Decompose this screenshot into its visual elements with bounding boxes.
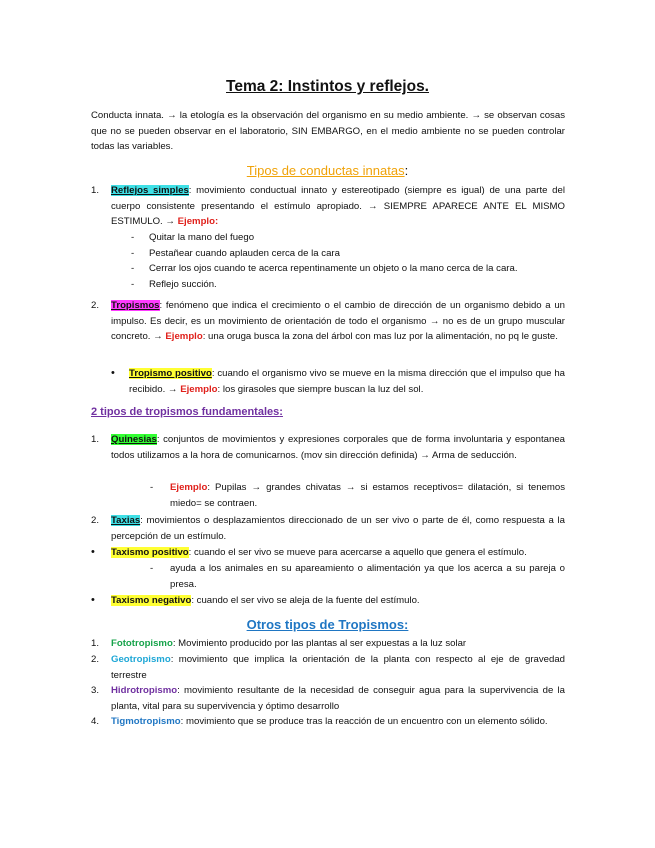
dash-marker: - bbox=[150, 482, 154, 493]
bullet-tropismo-positivo bbox=[111, 366, 565, 397]
bullet-body bbox=[91, 593, 565, 609]
item-number: 1. bbox=[91, 185, 100, 196]
example-text: : los girasoles que siempre buscan la luz del sol. bbox=[217, 383, 424, 395]
dash-quinesias-ejemplo bbox=[150, 480, 565, 511]
bullet-icon: • bbox=[91, 546, 95, 558]
bullet-text: : cuando el ser vivo se mueve para acercarse a aquello que genera el estímulo. bbox=[188, 547, 527, 558]
dash-marker: - bbox=[150, 563, 154, 574]
dash-taxismo-sub bbox=[150, 561, 565, 592]
example-label: Ejemplo bbox=[165, 331, 203, 343]
example-text: : Pupilas → grandes chivatas → si estamos receptivos= dilatación, si tenemos miedo= se contraen. bbox=[170, 482, 565, 509]
item-number: 2. bbox=[91, 515, 100, 526]
bullet-icon: • bbox=[91, 594, 95, 606]
list-item-tigmotropismo bbox=[91, 714, 565, 730]
section-title-text: 2 tipos de tropismos fundamentales bbox=[91, 406, 280, 418]
section-title-colon: : bbox=[279, 406, 283, 418]
term-tropismo-positivo: Tropismo positivo bbox=[129, 368, 212, 379]
term-hidrotropismo: Hidrotropismo bbox=[111, 685, 178, 696]
list-item: - Reflejo succión. bbox=[131, 277, 565, 293]
example-text: : una oruga busca la zona del árbol con mas luz por la alimentación, no pq le guste. bbox=[202, 331, 558, 343]
section-title-colon: : bbox=[404, 163, 409, 178]
bullet-text: : cuando el organismo vivo se mueve en la misma dirección que el impulso que ha recibido. → bbox=[129, 368, 565, 395]
section-title-otros bbox=[0, 617, 655, 632]
section-title-conductas bbox=[0, 163, 655, 178]
intro-paragraph: Conducta innata. → la etología es la observación del organismo en su medio ambiente. → se observan cosas que no se pueden observar en el laboratorio, SIN EMBARGO, en el medio ambiente no se pueden controlar todas las variables. bbox=[91, 110, 565, 153]
bullet-body bbox=[111, 366, 565, 397]
item-body bbox=[91, 636, 565, 652]
item-number: 1. bbox=[91, 434, 100, 445]
term-taxismo-negativo: Taxismo negativo bbox=[111, 595, 192, 606]
list-item: - Quitar la mano del fuego bbox=[131, 230, 565, 246]
example-label: Ejemplo bbox=[170, 482, 208, 493]
item-number: 1. bbox=[91, 638, 100, 649]
list-item: - Cerrar los ojos cuando te acerca repentinamente un objeto o la mano cerca de la cara. bbox=[131, 261, 565, 277]
list-item-geotropismo bbox=[91, 652, 565, 683]
list-item-reflejos bbox=[91, 183, 565, 230]
item-number: 2. bbox=[91, 654, 100, 665]
section-title-tropismos bbox=[91, 406, 283, 418]
bullet-taxismo-negativo bbox=[91, 593, 565, 609]
examples-list bbox=[131, 230, 565, 292]
term-tropismos: Tropismos bbox=[111, 300, 160, 311]
page-title: Tema 2: Instintos y reflejos. bbox=[226, 78, 429, 95]
item-text: : fenómeno que indica el crecimiento o el cambio de dirección de un organismo debido a un impulso. Es decir, es un movimiento de orientación de todo el organismo → no es de un grupo muscular concreto. → bbox=[111, 300, 565, 343]
item-text: : conjuntos de movimientos y expresiones corporales que de forma involuntaria y espontanea todos utilizamos a la hora de comunicarnos. (mov sin dirección definida) → Arma de seducción. bbox=[111, 434, 565, 461]
list-item: - Pestañear cuando aplauden cerca de la cara bbox=[131, 246, 565, 262]
item-text: : movimiento conductual innato y estereotipado (siempre es igual) de una parte del cuerpo consistente presentando el estímulo apropiado. → SIEMPRE APARECE ANTE EL MISMO ESTIMULO. → bbox=[111, 185, 565, 228]
term-quinesias: Quinesias bbox=[111, 434, 157, 445]
section-title-text: Otros tipos de Tropismos: bbox=[246, 617, 409, 632]
list-item-quinesias bbox=[91, 432, 565, 463]
term-geotropismo: Geotropismo bbox=[111, 654, 171, 665]
item-text: : movimiento que implica la orientación de la planta con respecto al eje de gravedad terrestre bbox=[111, 654, 565, 681]
item-body bbox=[91, 183, 565, 230]
term-tigmotropismo: Tigmotropismo bbox=[111, 716, 181, 727]
item-text: : movimiento que se produce tras la reacción de un encuentro con un elemento sólido. bbox=[180, 716, 548, 727]
item-number: 2. bbox=[91, 300, 100, 311]
section-title-text: Tipos de conductas innatas bbox=[246, 163, 405, 178]
item-body bbox=[91, 714, 565, 730]
list-item-hidrotropismo bbox=[91, 683, 565, 714]
item-number: 3. bbox=[91, 685, 100, 696]
bullet-body bbox=[91, 545, 565, 561]
item-number: 4. bbox=[91, 716, 100, 727]
bullet-icon: • bbox=[111, 367, 115, 379]
item-text: : movimiento resultante de la necesidad de conseguir agua para la supervivencia de la planta, vital para su supervivencia y óptimo desarrollo bbox=[111, 685, 565, 712]
item-text: : movimientos o desplazamientos direccionado de un ser vivo o parte de él, como respuesta a la percepción de un estímulo. bbox=[111, 515, 565, 542]
dash-body bbox=[150, 480, 565, 511]
example-label: Ejemplo: bbox=[177, 216, 219, 228]
dash-text: ayuda a los animales en su apareamiento o alimentación ya que los acerca a su pareja o presa. bbox=[170, 563, 565, 590]
item-body bbox=[91, 683, 565, 714]
item-body bbox=[91, 513, 565, 544]
list-item-tropismos bbox=[91, 298, 565, 345]
item-text: : Movimiento producido por las plantas al ser expuestas a la luz solar bbox=[172, 638, 467, 649]
term-taxismo-positivo: Taxismo positivo bbox=[111, 547, 189, 558]
item-body bbox=[91, 298, 565, 345]
list-item-taxias bbox=[91, 513, 565, 544]
list-item-fototropismo bbox=[91, 636, 565, 652]
bullet-taxismo-positivo bbox=[91, 545, 565, 561]
item-body bbox=[91, 432, 565, 463]
term-reflejos-simples: Reflejos simples bbox=[111, 185, 189, 196]
bullet-text: : cuando el ser vivo se aleja de la fuente del estímulo. bbox=[191, 595, 420, 606]
term-fototropismo: Fototropismo bbox=[111, 638, 173, 649]
term-taxias: Taxias bbox=[111, 515, 141, 526]
example-label: Ejemplo bbox=[180, 383, 218, 395]
item-body bbox=[91, 652, 565, 683]
